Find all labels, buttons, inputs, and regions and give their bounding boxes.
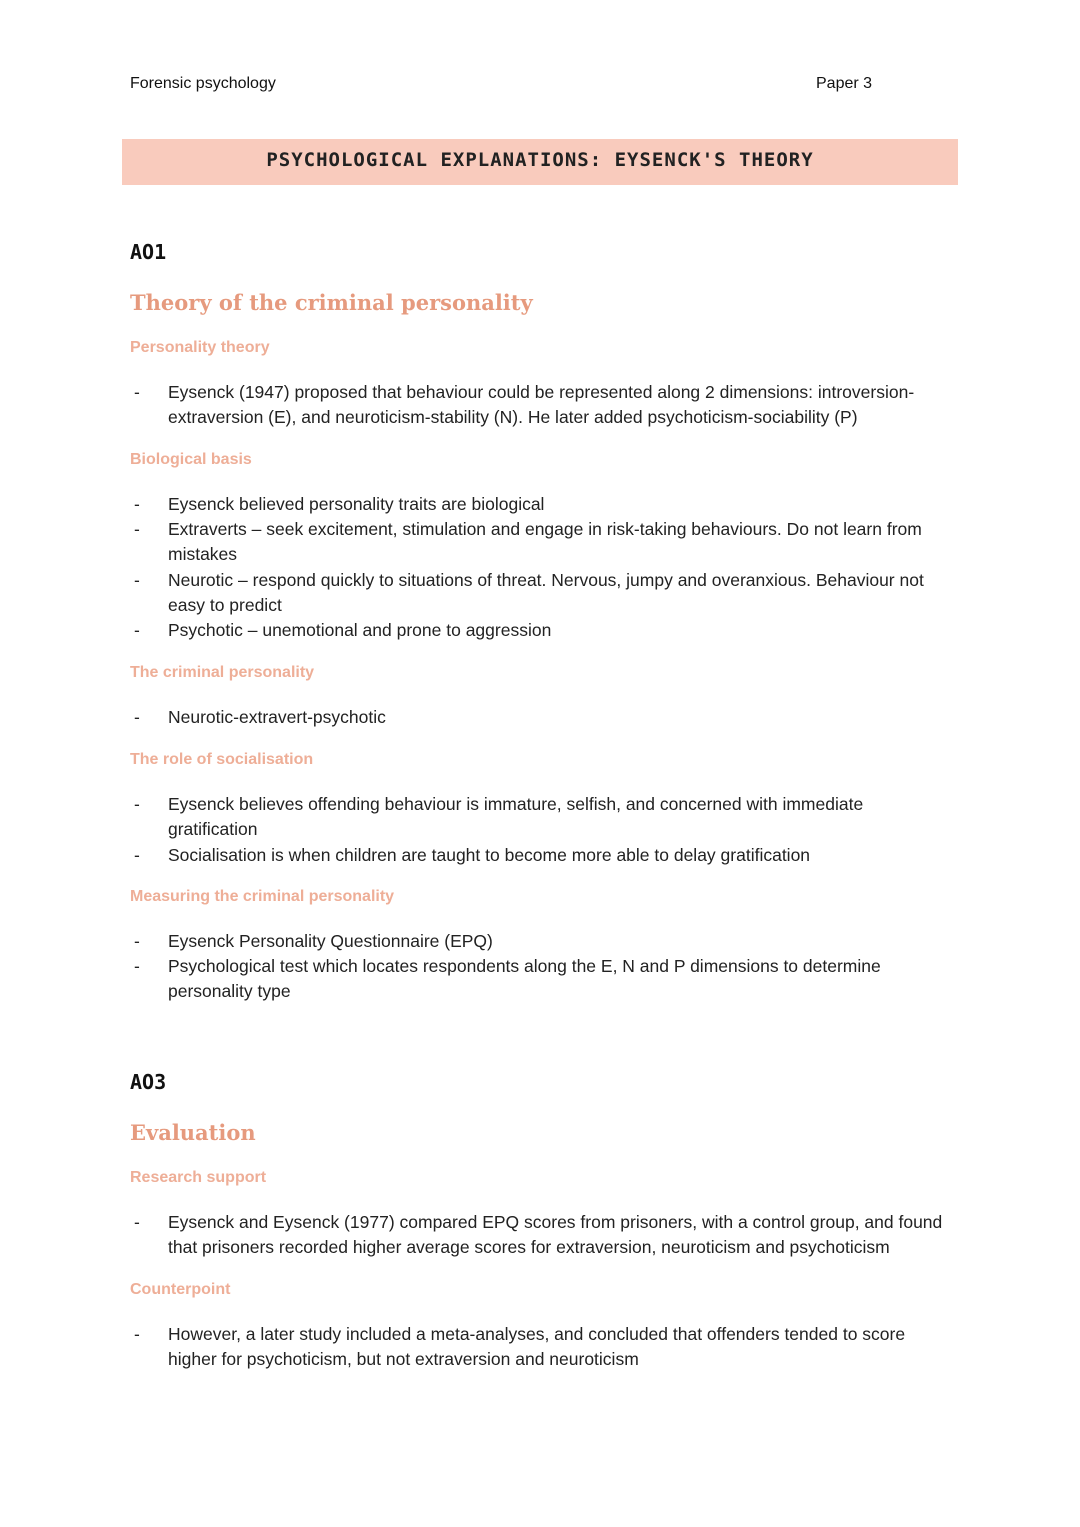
- ao3-label: AO3: [130, 1070, 167, 1094]
- section-title: Biological basis: [130, 451, 252, 468]
- list-item: - Eysenck (1947) proposed that behaviour could be represented along 2 dimensions: introversion-extraversion (E), and neuroticism-stability (N). He later added psychoticism-sociability (P): [134, 382, 915, 427]
- section-title: The role of socialisation: [130, 751, 314, 768]
- list-item: - Eysenck and Eysenck (1977) compared EPQ scores from prisoners, with a control group, and found that prisoners recorded higher average scores for extraversion, neuroticism and psychoticism: [134, 1212, 943, 1257]
- header-paper: Paper 3: [816, 75, 873, 92]
- list-item: - Neurotic – respond quickly to situations of threat. Nervous, jumpy and overanxious. Behaviour not easy to predict: [134, 570, 924, 615]
- list-item: - Eysenck believed personality traits are biological: [134, 494, 545, 514]
- title-banner: PSYCHOLOGICAL EXPLANATIONS: EYSENCK'S THEORY: [122, 139, 958, 185]
- ao1-label: AO1: [130, 240, 167, 264]
- ao1-heading: Theory of the criminal personality: [130, 290, 533, 315]
- section-title: Research support: [130, 1169, 267, 1186]
- section-title: Counterpoint: [130, 1281, 231, 1298]
- list-item: - Psychological test which locates respondents along the E, N and P dimensions to determine personality type: [134, 956, 881, 1001]
- section-title: Measuring the criminal personality: [130, 888, 395, 905]
- list-item: - Socialisation is when children are taught to become more able to delay gratification: [134, 845, 811, 865]
- list-item: - Psychotic – unemotional and prone to aggression: [134, 620, 552, 640]
- list-item: - However, a later study included a meta-analyses, and concluded that offenders tended to score higher for psychoticism, but not extraversion and neuroticism: [134, 1324, 906, 1369]
- ao3-heading: Evaluation: [130, 1120, 256, 1145]
- list-item: - Eysenck believes offending behaviour is immature, selfish, and concerned with immediate gratification: [134, 794, 864, 839]
- header-subject: Forensic psychology: [130, 75, 276, 92]
- section-title: The criminal personality: [130, 664, 315, 681]
- section-title: Personality theory: [130, 339, 270, 356]
- list-item: - Extraverts – seek excitement, stimulation and engage in risk-taking behaviours. Do not learn from mistakes: [134, 519, 922, 564]
- list-item: - Neurotic-extravert-psychotic: [134, 707, 386, 727]
- list-item: - Eysenck Personality Questionnaire (EPQ): [134, 931, 493, 951]
